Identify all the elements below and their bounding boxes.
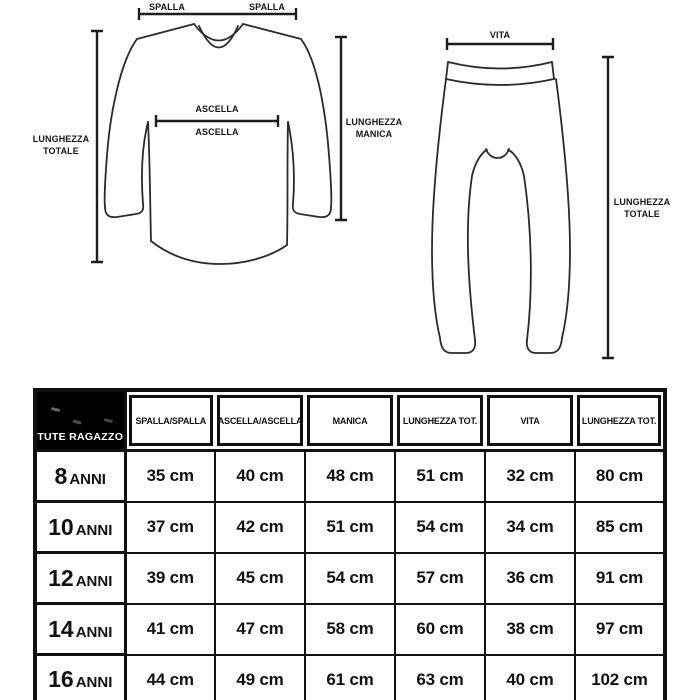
measurement-cell: 32 cm: [485, 451, 575, 502]
age-number: 8: [54, 462, 68, 489]
pants-waist-label: VITA: [489, 30, 511, 40]
measurement-cell: 54 cm: [395, 502, 485, 553]
age-unit: ANNI: [69, 470, 106, 488]
measurement-cell: 91 cm: [575, 553, 665, 604]
col-header-lunghezza-tot-shirt: LUNGHEZZA TOT.: [395, 390, 485, 451]
col-header-ascella: ASCELLA/ASCELLA: [215, 390, 305, 451]
size-label-cell: [35, 451, 125, 502]
pants-drawing: [432, 62, 570, 353]
measurement-cell: 34 cm: [485, 502, 575, 553]
age-number: 12: [48, 564, 74, 591]
measurement-cell: 54 cm: [305, 553, 395, 604]
measurement-cell: 44 cm: [125, 655, 215, 700]
measurement-cell: 57 cm: [395, 553, 485, 604]
measurement-cell: 51 cm: [305, 502, 395, 553]
measurement-cell: 51 cm: [395, 451, 485, 502]
shirt-shoulder-label-left: SPALLA: [149, 2, 185, 12]
age-unit: ANNI: [75, 674, 113, 692]
table-row: [35, 655, 665, 700]
measurement-cell: 49 cm: [215, 655, 305, 700]
shirt-sleeve-length-label: LUNGHEZZA MANICA: [345, 117, 403, 140]
size-label-cell: [35, 502, 125, 553]
col-header-lunghezza-tot-pants: LUNGHEZZA TOT.: [575, 390, 665, 451]
size-label-cell: [35, 604, 125, 655]
measurement-lines: [91, 8, 614, 358]
shirt-chest-label-top: ASCELLA: [195, 104, 239, 114]
col-header-vita: VITA: [485, 390, 575, 451]
table-row: [35, 553, 665, 604]
age-number: 16: [48, 666, 74, 693]
measurement-cell: 61 cm: [305, 655, 395, 700]
measurement-cell: 36 cm: [485, 553, 575, 604]
table-row: [35, 451, 665, 502]
measurement-cell: 58 cm: [305, 604, 395, 655]
shirt-shoulder-label-right: SPALLA: [249, 2, 285, 12]
measurement-cell: 40 cm: [215, 451, 305, 502]
col-header-manica: MANICA: [305, 390, 395, 451]
header-row: [35, 390, 665, 451]
measurement-cell: 85 cm: [575, 502, 665, 553]
size-table-header: [35, 390, 665, 451]
age-unit: ANNI: [75, 572, 113, 590]
table-title-cell: TUTE RAGAZZO: [35, 390, 125, 451]
measurement-cell: 60 cm: [395, 604, 485, 655]
age-unit: ANNI: [75, 623, 113, 641]
size-label-cell: [35, 553, 125, 604]
table-row: [35, 604, 665, 655]
measurement-cell: 47 cm: [215, 604, 305, 655]
pants-total-length-label: LUNGHEZZA TOTALE: [613, 197, 671, 220]
age-number: 10: [48, 513, 74, 540]
measurement-cell: 45 cm: [215, 553, 305, 604]
shirt-total-length-label: LUNGHEZZA TOTALE: [32, 134, 90, 157]
measurement-cell: 80 cm: [575, 451, 665, 502]
measurement-cell: 39 cm: [125, 553, 215, 604]
measurement-cell: 35 cm: [125, 451, 215, 502]
age-unit: ANNI: [75, 521, 113, 539]
table-row: [35, 502, 665, 553]
measurement-cell: 42 cm: [215, 502, 305, 553]
age-number: 14: [48, 615, 74, 642]
measurement-cell: 41 cm: [125, 604, 215, 655]
measurement-cell: 97 cm: [575, 604, 665, 655]
measurement-cell: 63 cm: [395, 655, 485, 700]
measurement-cell: 38 cm: [485, 604, 575, 655]
measurement-cell: 48 cm: [305, 451, 395, 502]
size-table: [33, 388, 667, 700]
measurement-cell: 102 cm: [575, 655, 665, 700]
measurement-cell: 37 cm: [125, 502, 215, 553]
sweatshirt-drawing: [105, 24, 332, 264]
col-header-spalla: SPALLA/SPALLA: [125, 390, 215, 451]
size-label-cell: [35, 655, 125, 700]
measurement-cell: 40 cm: [485, 655, 575, 700]
shirt-chest-label-bottom: ASCELLA: [195, 127, 239, 137]
